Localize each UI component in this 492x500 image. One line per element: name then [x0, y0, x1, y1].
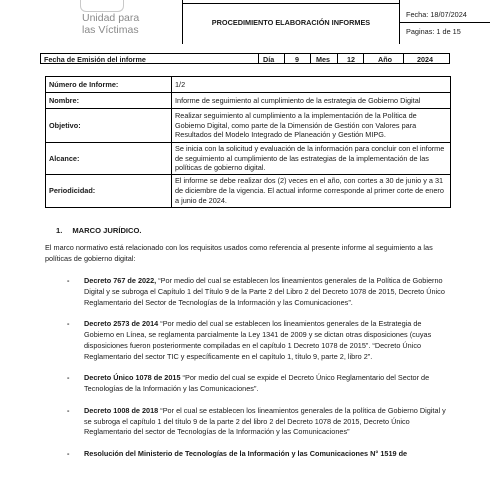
- item-title: Decreto 767 de 2022,: [84, 276, 157, 285]
- divider: [310, 54, 311, 63]
- row-value: Realizar seguimiento al cumplimiento a la implementación de la Política de Gobierno Digital, como parte de la Dimensión de Gestión con Valores para Resultados del Modelo Integrado de Planeación y Gestión MIPG.: [172, 109, 451, 143]
- table-row: [46, 174, 451, 207]
- day-value: 9: [295, 55, 299, 64]
- row-value: Se inicia con la solicitud y evaluación de la información para concluir con el informe de seguimiento al cumplimiento de las estrategias de la implementación de las políticas de gobierno digital.: [172, 143, 451, 175]
- row-value: 1/2: [172, 77, 451, 93]
- bullet-dash: -: [67, 405, 70, 415]
- divider: [258, 54, 259, 63]
- row-key: Alcance:: [46, 143, 172, 175]
- item-text: “Por medio del cual se establecen los lineamientos generales de la Política de Gobierno Digital y se subroga el Capítulo 1 del Título 9 de la Parte 2 del Libro 2 del Decreto 1078 de 2015, Decreto Único Reglamentario del Sector de Tecnologías de la Información y las Comunicaciones”.: [84, 276, 445, 307]
- list-item: [67, 319, 451, 363]
- section-number: 1.: [56, 226, 63, 235]
- emission-label: Fecha de Emisión del informe: [44, 55, 146, 64]
- bullet-dash: -: [67, 319, 70, 329]
- bullet-dash: -: [67, 373, 70, 383]
- header-date: Fecha: 18/07/2024: [406, 10, 467, 19]
- bullet-dash: -: [67, 276, 70, 285]
- logo-text-line2: las Víctimas: [82, 24, 139, 36]
- row-value: El informe se debe realizar dos (2) veces en el año, con cortes a 30 de junio y a 31 de diciembre de la vigencia. El actual informe corresponde al primer corte de enero a junio de 2024.: [172, 174, 451, 207]
- item-title: Resolución del Ministerio de Tecnologías de la Información y las Comunicaciones N° 1519 de: [84, 448, 408, 458]
- logo-mark-icon: [80, 0, 124, 12]
- list-item: [67, 406, 451, 439]
- table-row: [46, 109, 451, 143]
- header-pages: Paginas: 1 de 15: [406, 27, 461, 36]
- year-value: 2024: [417, 55, 433, 64]
- section-heading: [56, 226, 142, 235]
- report-info-table: [45, 76, 451, 208]
- document-header: [40, 0, 467, 44]
- divider: [363, 54, 364, 63]
- emission-date-bar: [40, 53, 450, 64]
- item-text: “Por medio del cual se establecen los lineamientos generales de la Estrategia de Gobierno en Línea, se reglamenta parcialmente la Ley 1341 de 2009 y se dictan otras disposiciones (cuyas disposiciones fueron posteriormente compiladas en el capítulo 1 Decreto 1078 de 2015”. “Decreto Único Reglamentario del sector TIC y específicamente en el capítulo 1, título 9, parte 2, libro 2”.: [84, 319, 432, 361]
- divider: [284, 54, 285, 63]
- header-divider: [183, 3, 399, 5]
- list-item: [67, 449, 451, 460]
- month-value: 12: [347, 55, 355, 64]
- day-label: Día: [263, 55, 275, 64]
- intro-paragraph: El marco normativo está relacionado con los requisitos usados como referencia al presente informe al seguimiento a las políticas de gobierno digital:: [45, 243, 433, 263]
- item-text: “Por medio del cual se expide el Decreto Único Reglamentario del Sector de Tecnologías de la Información y las Comunicaciones”.: [84, 373, 430, 394]
- unidad-victimas-logo: [40, 0, 180, 44]
- table-row: [46, 143, 451, 175]
- item-title: Decreto Único 1078 de 2015: [84, 373, 181, 383]
- procedure-title: PROCEDIMIENTO ELABORACIÓN INFORMES: [211, 18, 371, 27]
- logo-text-line1: Unidad para: [82, 12, 140, 24]
- item-text: “Por el cual se establecen los lineamientos generales de la política de Gobierno Digital y se subroga el capítulo 1 del título 9 de la parte 2 del libro 2 del Decreto 1078 de 2015, Decreto Único Reglamentario del sector de Tecnologías de la Información y las Comunicaciones”: [84, 405, 446, 437]
- table-row: [46, 77, 451, 93]
- header-divider: [400, 22, 490, 23]
- month-label: Mes: [316, 55, 330, 64]
- item-title: Decreto 1008 de 2018: [84, 405, 159, 415]
- row-key: Número de Informe:: [46, 77, 172, 93]
- row-key: Nombre:: [46, 93, 172, 109]
- table-row: [46, 93, 451, 109]
- row-key: Objetivo:: [46, 109, 172, 143]
- list-item: [67, 276, 451, 309]
- divider: [337, 54, 338, 63]
- section-title: MARCO JURÍDICO.: [72, 226, 142, 235]
- list-item: [67, 373, 451, 395]
- row-key: Periodicidad:: [46, 174, 172, 207]
- header-title-cell: [182, 0, 400, 44]
- bullet-dash: -: [67, 448, 70, 458]
- item-title: Decreto 2573 de 2014: [84, 319, 159, 329]
- year-label: Año: [378, 55, 392, 64]
- legal-framework-list: [67, 276, 451, 470]
- row-value: Informe de seguimiento al cumplimiento de la estrategia de Gobierno Digital: [172, 93, 451, 109]
- divider: [403, 54, 404, 63]
- header-meta-cell: [400, 0, 490, 44]
